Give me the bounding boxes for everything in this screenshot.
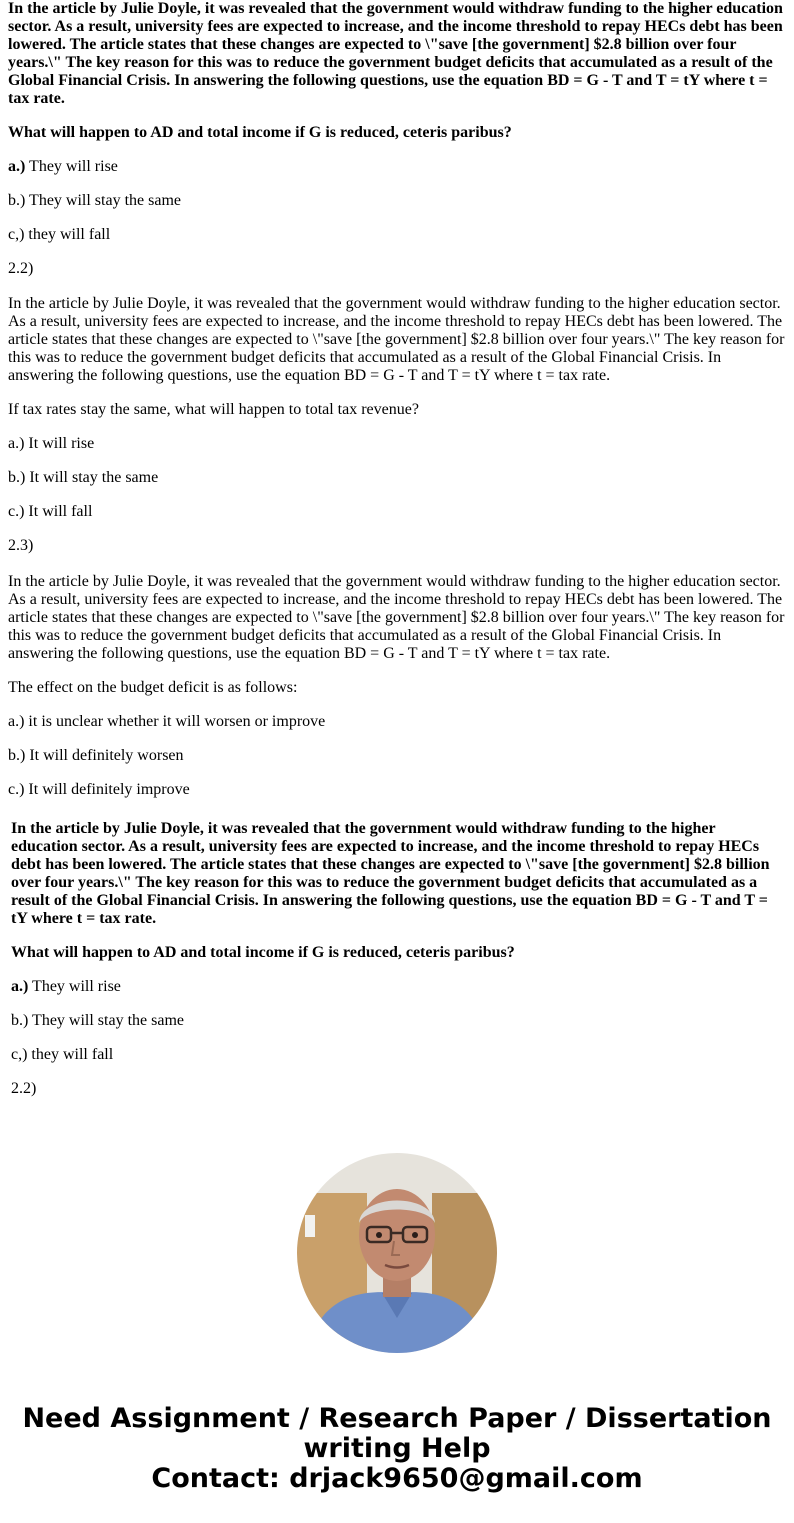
question-block-1 [8, 0, 786, 294]
contact-footer [0, 1404, 794, 1494]
question-block-4 [11, 820, 776, 1114]
question-text: If tax rates stay the same, what will happen to total tax revenue? [8, 401, 419, 418]
option-c: c,) they will fall [11, 1046, 114, 1063]
question-block-3 [8, 573, 786, 815]
option-a-text: They will rise [28, 978, 121, 995]
question-number: 2.2) [8, 260, 34, 277]
option-a-label: a.) [8, 158, 26, 175]
option-c: c.) It will definitely improve [8, 781, 190, 798]
article-intro: In the article by Julie Doyle, it was revealed that the government would withdraw funding to the higher education sector. As a result, university fees are expected to increase, and the income threshold to repay HECs debt has been lowered. The article states that these changes are expected to \"save [the government] $2.8 billion over four years.\" The key reason for this was to reduce the government budget deficits that accumulated as a result of the Global Financial Crisis. In answering the following questions, use the equation BD = G - T and T = tY where t = tax rate. [8, 0, 783, 107]
person-portrait-icon [297, 1153, 497, 1353]
question-text: What will happen to AD and total income if G is reduced, ceteris paribus? [8, 124, 512, 141]
option-a [8, 158, 786, 176]
footer-contact-email[interactable]: Contact: drjack9650@gmail.com [151, 1463, 643, 1494]
option-c: c.) It will fall [8, 503, 93, 520]
article-intro: In the article by Julie Doyle, it was revealed that the government would withdraw funding to the higher education sector. As a result, university fees are expected to increase, and the income threshold to repay HECs debt has been lowered. The article states that these changes are expected to \"save [the government] $2.8 billion over four years.\" The key reason for this was to reduce the government budget deficits that accumulated as a result of the Global Financial Crisis. In answering the following questions, use the equation BD = G - T and T = tY where t = tax rate. [8, 573, 785, 662]
question-block-2 [8, 295, 786, 571]
option-c: c,) they will fall [8, 226, 111, 243]
question-number: 2.2) [11, 1080, 37, 1097]
option-b: b.) It will stay the same [8, 469, 159, 486]
question-number: 2.3) [8, 537, 34, 554]
option-a: a.) It will rise [8, 435, 95, 452]
article-intro: In the article by Julie Doyle, it was revealed that the government would withdraw funding to the higher education sector. As a result, university fees are expected to increase, and the income threshold to repay HECs debt has been lowered. The article states that these changes are expected to \"save [the government] $2.8 billion over four years.\" The key reason for this was to reduce the government budget deficits that accumulated as a result of the Global Financial Crisis. In answering the following questions, use the equation BD = G - T and T = tY where t = tax rate. [11, 820, 770, 927]
option-b: b.) They will stay the same [11, 1012, 184, 1029]
question-text: The effect on the budget deficit is as follows: [8, 679, 298, 696]
option-b: b.) It will definitely worsen [8, 747, 184, 764]
option-a: a.) it is unclear whether it will worsen or improve [8, 713, 326, 730]
option-b: b.) They will stay the same [8, 192, 181, 209]
footer-line-1: Need Assignment / Research Paper / Dissertation [22, 1403, 772, 1434]
question-text: What will happen to AD and total income if G is reduced, ceteris paribus? [11, 944, 515, 961]
option-a [11, 978, 776, 996]
avatar-image [297, 1153, 497, 1353]
article-intro: In the article by Julie Doyle, it was revealed that the government would withdraw funding to the higher education sector. As a result, university fees are expected to increase, and the income threshold to repay HECs debt has been lowered. The article states that these changes are expected to \"save [the government] $2.8 billion over four years.\" The key reason for this was to reduce the government budget deficits that accumulated as a result of the Global Financial Crisis. In answering the following questions, use the equation BD = G - T and T = tY where t = tax rate. [8, 295, 785, 384]
option-a-text: They will rise [25, 158, 118, 175]
footer-line-2: writing Help [303, 1433, 491, 1464]
option-a-label: a.) [11, 978, 29, 995]
